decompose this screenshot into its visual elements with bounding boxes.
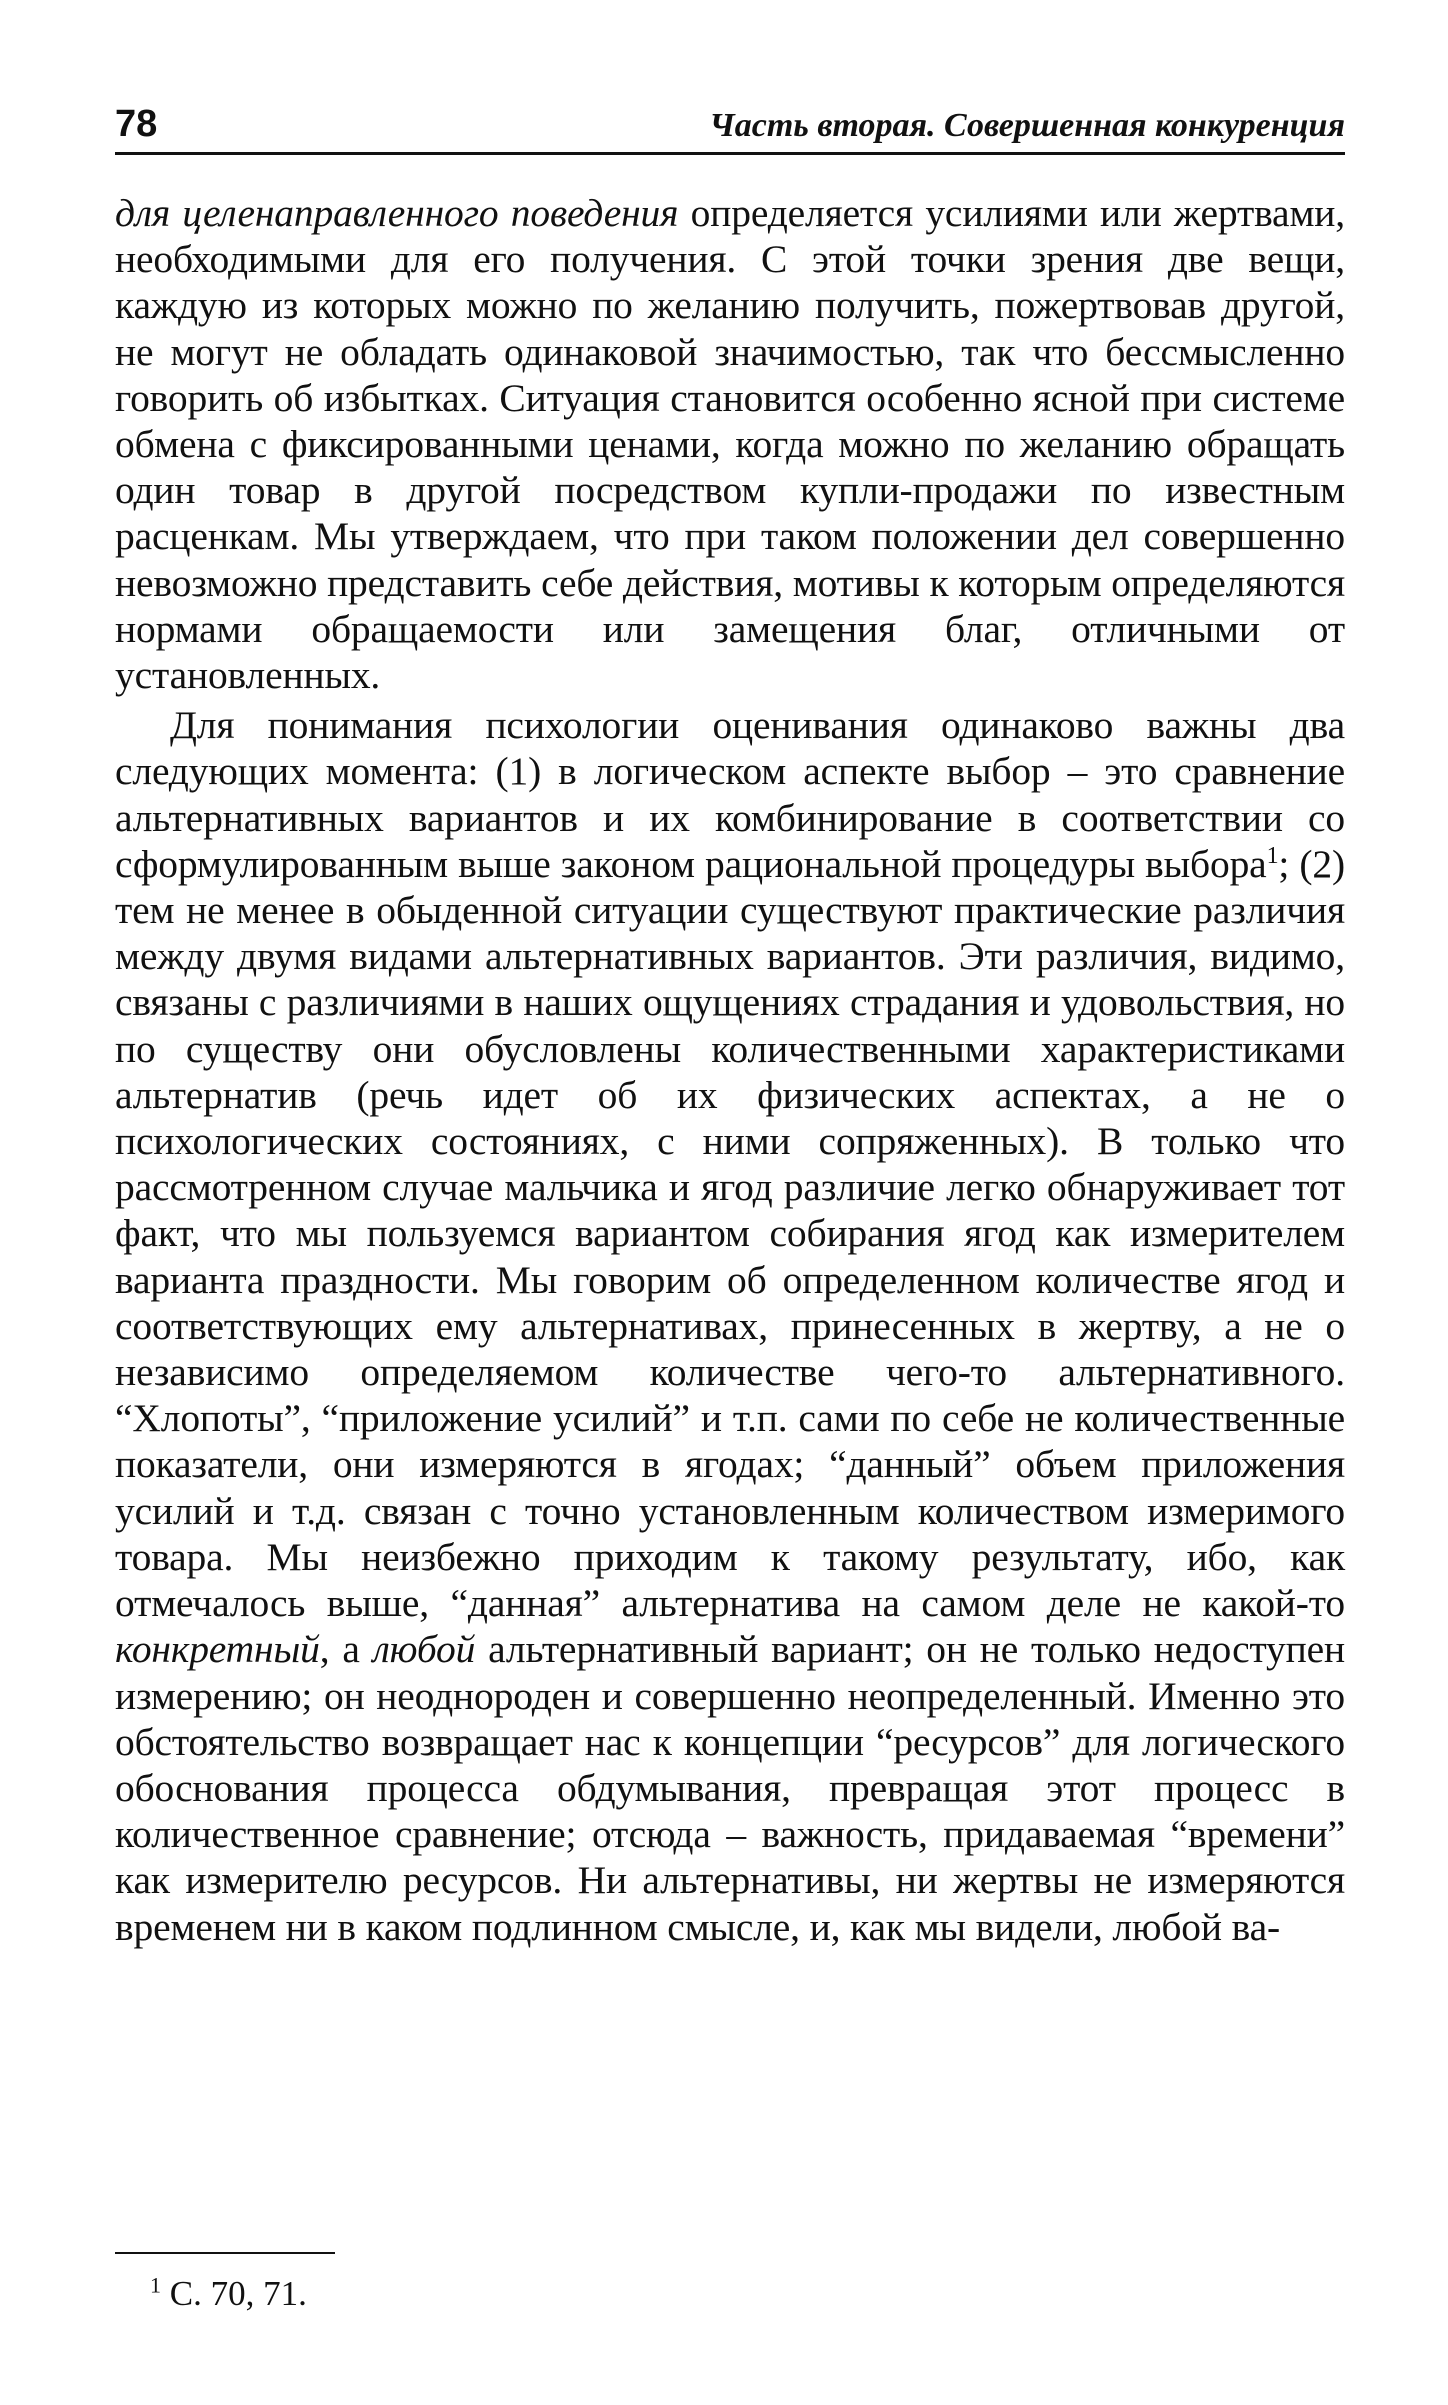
paragraph-2-part-1: Для понимания психологии оценивания одинаково важны два следующих момента: (1) в логическом аспекте выбор – это сравнение альтернативных вариантов и их комбинирование в соответствии со сформулированным выше законом рациональной процедуры выбора xyxy=(115,703,1345,886)
running-head: Часть вторая. Совершенная конкуренция xyxy=(709,107,1345,144)
paragraph-1 xyxy=(115,190,1345,698)
paragraph-1-text: определяется усилиями или жертвами, необходимыми для его получения. С этой точки зрения две вещи, каждую из которых можно по желанию получить, пожертвовав другой, не могут не обладать одинаковой значимостью, так что бессмысленно говорить об избытках. Ситуация становится особенно ясной при системе обмена с фиксированными ценами, когда можно по желанию обращать один товар в другой посредством купли-продажи по известным расценкам. Мы утверждаем, что при таком положении дел совершенно невозможно представить себе действия, мотивы к которым определяются нормами обращаемости или замещения благ, отличными от установленных. xyxy=(115,191,1345,698)
paragraph-2-italic-1: конкретный xyxy=(115,1627,320,1672)
footnote-rule xyxy=(115,2252,335,2254)
footnote-text: С. 70, 71. xyxy=(161,2274,307,2313)
page-header xyxy=(115,100,1345,150)
footnote-reference[interactable]: 1 xyxy=(1266,842,1279,869)
footnote xyxy=(150,2272,307,2316)
paragraph-2-italic-2: любой xyxy=(372,1627,476,1672)
paragraph-2-part-2: ; (2) тем не менее в обыденной ситуации существуют практические различия между двумя видами альтернативных вариантов. Эти различия, видимо, связаны с различиями в наших ощущениях страдания и удовольствия, но по существу они обусловлены количественными характеристиками альтернатив (речь идет об их физических аспектах, а не о психологических состояниях, с ними сопряженных). В только что рассмотренном случае мальчика и ягод различие легко обнаруживает тот факт, что мы пользуемся вариантом собирания ягод как измерителем варианта праздности. Мы говорим об определенном количестве ягод и соответствующих ему альтернативах, принесенных в жертву, а не о независимо определяемом количестве чего-то альтернативного. “Хлопоты”, “приложение усилий” и т.п. сами по себе не количественные показатели, они измеряются в ягодах; “данный” объем приложения усилий и т.д. связан с точно установленным количеством измеримого товара. Мы неизбежно приходим к такому результату, ибо, как отмечалось выше, “данная” альтернатива на самом деле не какой-то xyxy=(115,841,1345,1626)
header-rule xyxy=(115,152,1345,155)
body-text xyxy=(115,190,1345,1950)
paragraph-1-lead-italic: для целенаправленного поведения xyxy=(115,191,679,235)
paragraph-2-part-4: альтернативный вариант; он не только недоступен измерению; он неоднороден и совершенно неопределенный. Именно это обстоятельство возвращает нас к концепции “ресурсов” для логического обоснования процесса обдумывания, превращая этот процесс в количественное сравнение; отсюда – важность, придаваемая “времени” как измерителю ресурсов. Ни альтернативы, ни жертвы не измеряются временем ни в каком подлинном смысле, и, как мы видели, любой ва- xyxy=(115,1627,1346,1949)
paragraph-2 xyxy=(115,702,1345,1949)
footnote-marker: 1 xyxy=(150,2272,161,2298)
page-number: 78 xyxy=(115,103,158,145)
paragraph-2-part-3: , а xyxy=(319,1627,373,1672)
